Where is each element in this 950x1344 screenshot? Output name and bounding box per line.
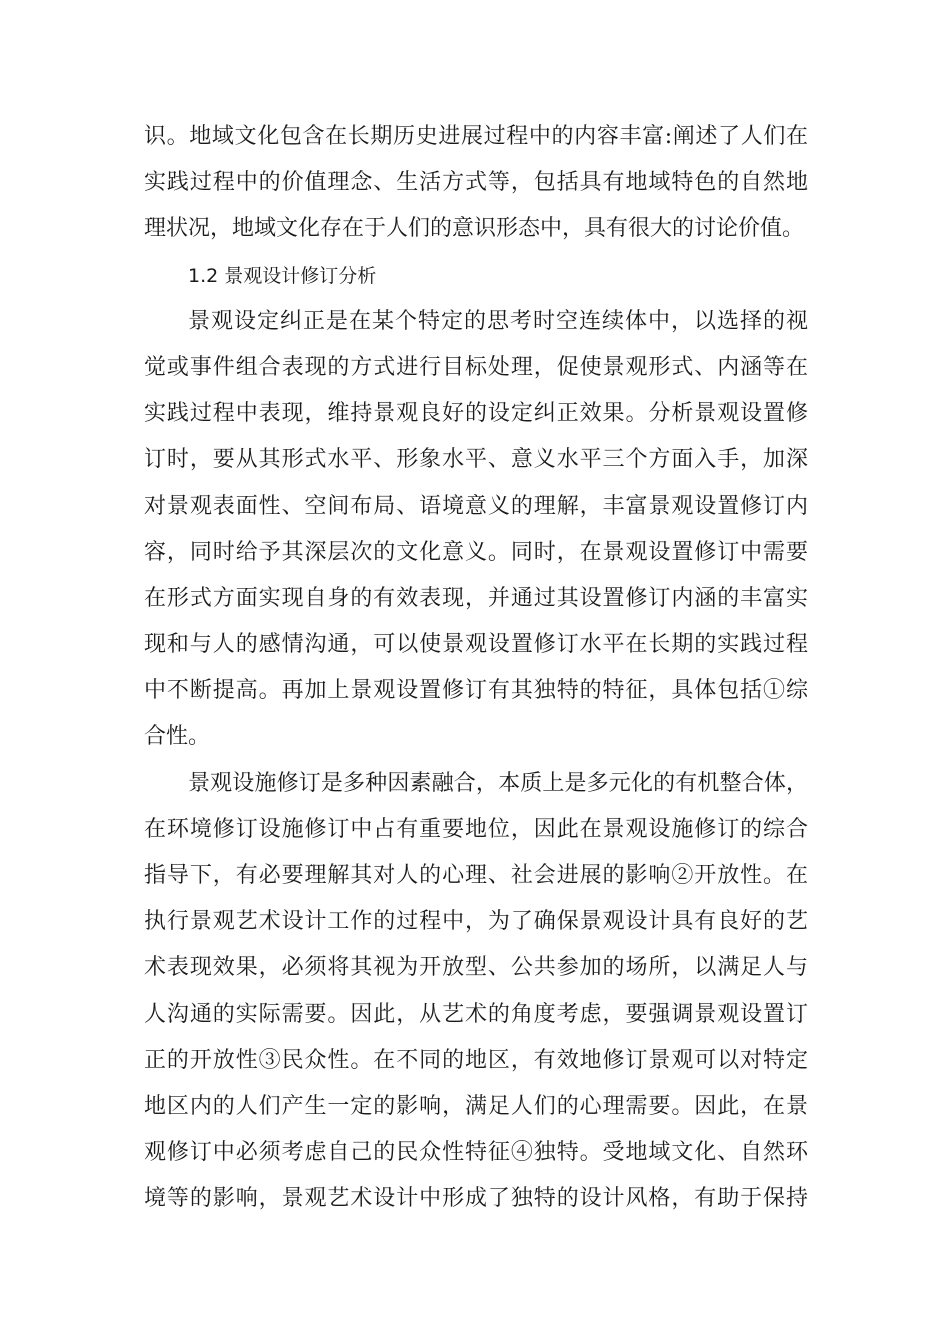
text-line: 容，同时给予其深层次的文化意义。同时，在景观设置修订中需要 (144, 539, 808, 565)
text-line: 境等的影响，景观艺术设计中形成了独特的设计风格，有助于保持 (144, 1186, 808, 1212)
text-line: 术表现效果，必须将其视为开放型、公共参加的场所，以满足人与 (144, 955, 808, 981)
text-line: 订时，要从其形式水平、形象水平、意义水平三个方面入手，加深 (144, 447, 808, 473)
text-line: 合性。 (144, 724, 211, 750)
text-line: 在形式方面实现自身的有效表现，并通过其设置修订内涵的丰富实 (144, 585, 808, 611)
text-line: 景观设定纠正是在某个特定的思考时空连续体中，以选择的视 (188, 308, 808, 334)
text-line: 观修订中必须考虑自己的民众性特征④独特。受地域文化、自然环 (144, 1140, 808, 1166)
section-heading: 1.2 景观设计修订分析 (188, 264, 377, 287)
text-line: 觉或事件组合表现的方式进行目标处理，促使景观形式、内涵等在 (144, 354, 808, 380)
text-line: 对景观表面性、空间布局、语境意义的理解，丰富景观设置修订内 (144, 493, 808, 519)
text-line: 在环境修订设施修订中占有重要地位，因此在景观设施修订的综合 (144, 816, 808, 842)
text-line: 指导下，有必要理解其对人的心理、社会进展的影响②开放性。在 (144, 863, 808, 888)
paragraph-continuation (144, 114, 808, 253)
text-line: 实践过程中表现，维持景观良好的设定纠正效果。分析景观设置修 (144, 401, 808, 427)
text-line: 执行景观艺术设计工作的过程中，为了确保景观设计具有良好的艺 (144, 909, 808, 935)
text-line: 理状况，地域文化存在于人们的意识形态中，具有很大的讨论价值。 (144, 216, 805, 242)
text-line: 识。地域文化包含在长期历史进展过程中的内容丰富:阐述了人们在 (144, 124, 808, 149)
text-line: 地区内的人们产生一定的影响，满足人们的心理需要。因此，在景 (144, 1093, 808, 1119)
paragraph-landscape-revision (144, 299, 808, 761)
text-line: 人沟通的实际需要。因此，从艺术的角度考虑，要强调景观设置订 (144, 1001, 808, 1027)
text-line: 中不断提高。再加上景观设置修订有其独特的特征，具体包括①综 (144, 678, 808, 704)
text-line: 实践过程中的价值理念、生活方式等，包括具有地域特色的自然地 (144, 170, 808, 196)
paragraph-landscape-facilities (144, 761, 808, 1223)
document-page (144, 114, 808, 1223)
text-line: 现和与人的感情沟通，可以使景观设置修订水平在长期的实践过程 (144, 632, 808, 658)
text-line: 景观设施修订是多种因素融合，本质上是多元化的有机整合体， (188, 770, 808, 796)
text-line: 正的开放性③民众性。在不同的地区，有效地修订景观可以对特定 (144, 1047, 808, 1073)
